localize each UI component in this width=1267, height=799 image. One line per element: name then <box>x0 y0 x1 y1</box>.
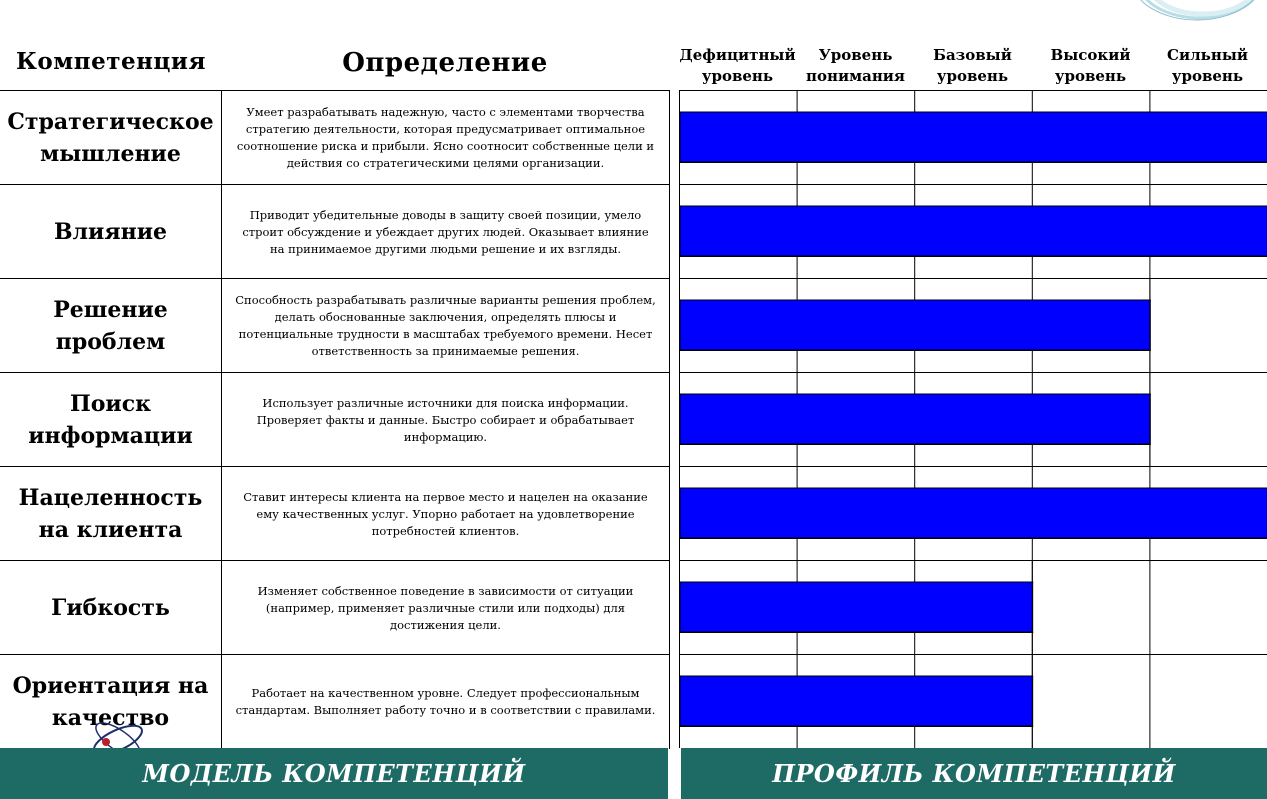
profile-bar <box>680 206 1267 256</box>
level-header-understanding <box>797 45 914 87</box>
competence-column-header: Компетенция <box>16 48 206 75</box>
competency-profile-chart <box>679 90 1267 748</box>
level-header-line2: уровень <box>936 67 1009 85</box>
decorative-swirl-graphic <box>1125 0 1267 40</box>
level-header-line2: уровень <box>1171 67 1244 85</box>
level-header-line2: понимания <box>805 67 906 85</box>
table-row <box>0 560 670 654</box>
table-row <box>0 372 670 466</box>
level-header-line1: Сильный <box>1167 46 1248 64</box>
level-header-basic <box>914 45 1031 87</box>
level-header-line1: Базовый <box>933 46 1012 64</box>
profile-bar <box>680 112 1267 162</box>
definition-column-header: Определение <box>342 48 548 78</box>
level-header-deficit <box>679 45 796 87</box>
profile-bar <box>680 676 1033 726</box>
competency-name: Решение проблем <box>0 279 222 373</box>
profile-footer-banner: ПРОФИЛЬ КОМПЕТЕНЦИЙ <box>681 748 1267 799</box>
table-row <box>0 278 670 372</box>
profile-bar <box>680 582 1033 632</box>
competency-name: Ориентация на качество <box>0 655 222 749</box>
competency-definition: Изменяет собственное поведение в зависимости от ситуации (например, применяет различные стили или подходы) для достижения цели. <box>222 561 670 655</box>
level-header-line1: Дефицитный <box>679 46 796 64</box>
model-footer-banner: МОДЕЛЬ КОМПЕТЕНЦИЙ <box>0 748 668 799</box>
table-row <box>0 466 670 560</box>
profile-bar <box>680 488 1267 538</box>
level-header-high <box>1032 45 1149 87</box>
level-header-strong <box>1149 45 1266 87</box>
table-row <box>0 184 670 278</box>
empty-level-cell <box>1151 279 1267 372</box>
competency-definition: Способность разрабатывать различные варианты решения проблем, делать обоснованные заключения, определять плюсы и потенциальные трудности в масштабах требуемого времени. Несет ответственность за принимаемые решения. <box>222 279 670 373</box>
competency-definition: Работает на качественном уровне. Следует профессиональным стандартам. Выполняет работу точно и в соответствии с правилами. <box>222 655 670 749</box>
profile-bar <box>680 394 1150 444</box>
empty-level-cell <box>1151 373 1267 466</box>
table-row <box>0 90 670 184</box>
level-header-line2: уровень <box>701 67 774 85</box>
competency-name: Нацеленность на клиента <box>0 467 222 561</box>
profile-bar <box>680 300 1150 350</box>
competency-definition: Ставит интересы клиента на первое место и нацелен на оказание ему качественных услуг. Упорно работает на удовлетворение потребностей клиентов. <box>222 467 670 561</box>
competency-definition: Приводит убедительные доводы в защиту своей позиции, умело строит обсуждение и убеждает других людей. Оказывает влияние на принимаемое другими людьми решение и их взгляды. <box>222 185 670 279</box>
competency-name: Стратегическое мышление <box>0 91 222 185</box>
competency-name: Поиск информации <box>0 373 222 467</box>
competency-definition: Использует различные источники для поиска информации. Проверяет факты и данные. Быстро собирает и обрабатывает информацию. <box>222 373 670 467</box>
level-header-line1: Уровень <box>818 46 893 64</box>
competency-name: Влияние <box>0 185 222 279</box>
competency-definition: Умеет разрабатывать надежную, часто с элементами творчества стратегию деятельности, которая предусматривает оптимальное соотношение риска и прибыли. Ясно соотносит собственные цели и действия со стратегическими целями организации. <box>222 91 670 185</box>
level-header-line2: уровень <box>1054 67 1127 85</box>
competency-name: Гибкость <box>0 561 222 655</box>
level-header-line1: Высокий <box>1050 46 1131 64</box>
